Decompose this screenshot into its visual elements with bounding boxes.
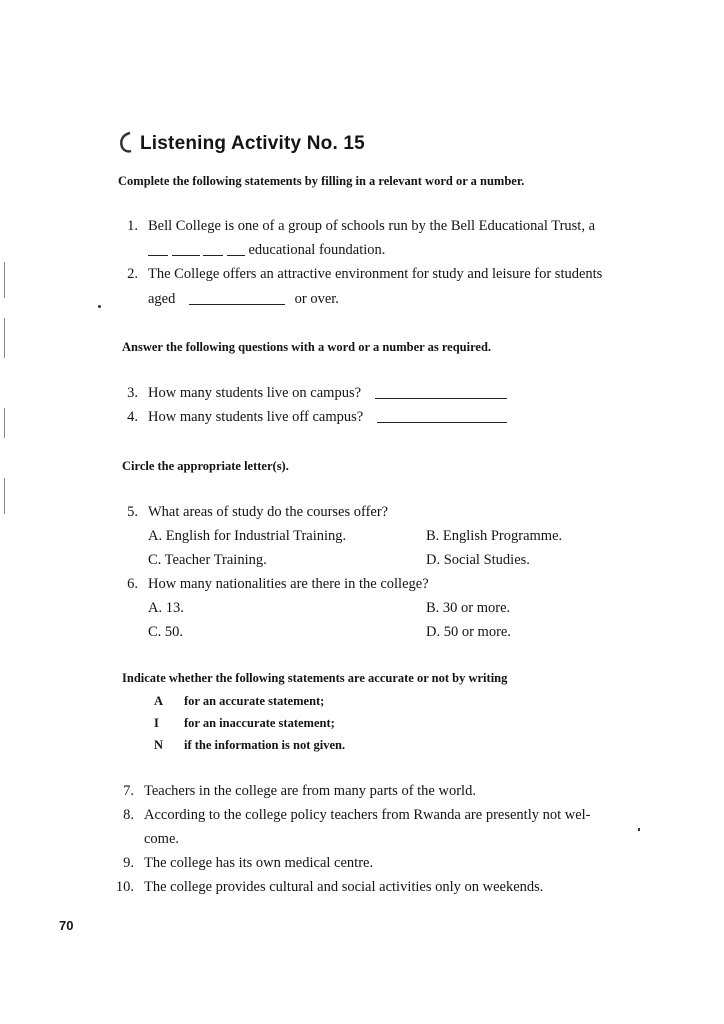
question-text: or over. bbox=[294, 291, 339, 307]
question-1-line2 bbox=[148, 242, 385, 259]
code-letter: A bbox=[154, 694, 164, 708]
statement-number: 9. bbox=[123, 855, 134, 871]
statement-text: The college has its own medical centre. bbox=[144, 855, 374, 871]
question-text: How many students live on campus? bbox=[148, 385, 362, 401]
answer-blank[interactable] bbox=[189, 303, 285, 305]
option-6c[interactable]: C. 50. bbox=[148, 624, 184, 640]
section3-instruction: Circle the appropriate letter(s). bbox=[122, 459, 289, 473]
statement-8-cont: come. bbox=[144, 831, 180, 847]
statement-text: According to the college policy teachers from Rwanda are presently not wel- bbox=[144, 807, 591, 823]
statement-text: The college provides cultural and social activities only on weekends. bbox=[144, 879, 544, 895]
question-4 bbox=[108, 409, 507, 426]
code-i bbox=[154, 716, 335, 731]
statement-7 bbox=[104, 783, 476, 800]
scan-dot bbox=[98, 305, 101, 308]
statement-number: 10. bbox=[115, 879, 134, 895]
page-number: 70 bbox=[59, 918, 74, 933]
section4-instruction: Indicate whether the following statements are accurate or not by writing bbox=[122, 671, 508, 685]
option-5b[interactable]: B. English Programme. bbox=[426, 528, 563, 544]
option-5a[interactable]: A. English for Industrial Training. bbox=[148, 528, 347, 544]
section1-instruction: Complete the following statements by filling in a relevant word or a number. bbox=[118, 174, 525, 188]
option-6a[interactable]: A. 13. bbox=[148, 600, 184, 616]
answer-blank[interactable] bbox=[172, 254, 200, 256]
code-meaning: for an accurate statement; bbox=[184, 694, 325, 708]
option-6b[interactable]: B. 30 or more. bbox=[426, 600, 511, 616]
statement-number: 8. bbox=[123, 807, 134, 823]
question-number: 3. bbox=[127, 385, 138, 401]
question-text: Bell College is one of a group of schools run by the Bell Educational Trust, a bbox=[148, 218, 596, 234]
answer-blank[interactable] bbox=[377, 421, 507, 423]
code-a bbox=[154, 694, 324, 709]
section2-instruction: Answer the following questions with a word or a number as required. bbox=[122, 340, 492, 354]
question-text: educational foundation. bbox=[248, 242, 386, 258]
scan-mark bbox=[4, 318, 5, 358]
question-3 bbox=[108, 385, 507, 402]
answer-blank[interactable] bbox=[375, 397, 507, 399]
question-number: 6. bbox=[127, 576, 138, 592]
scan-mark bbox=[4, 478, 5, 514]
question-1 bbox=[108, 218, 595, 235]
question-text: aged bbox=[148, 291, 176, 307]
code-letter: I bbox=[154, 716, 159, 730]
title-ornament-icon bbox=[118, 131, 134, 153]
statement-number: 7. bbox=[123, 783, 134, 799]
option-5c[interactable]: C. Teacher Training. bbox=[148, 552, 267, 568]
scan-mark bbox=[4, 408, 5, 438]
question-number: 2. bbox=[127, 266, 138, 282]
question-2 bbox=[108, 266, 602, 283]
question-2-line2 bbox=[148, 291, 339, 308]
question-text: The College offers an attractive environment for study and leisure for students bbox=[148, 266, 603, 282]
statement-9 bbox=[104, 855, 373, 872]
option-5d[interactable]: D. Social Studies. bbox=[426, 552, 530, 568]
scan-dot bbox=[638, 828, 640, 831]
option-6d[interactable]: D. 50 or more. bbox=[426, 624, 511, 640]
answer-blank[interactable] bbox=[203, 254, 223, 256]
question-number: 5. bbox=[127, 504, 138, 520]
question-number: 1. bbox=[127, 218, 138, 234]
question-text: What areas of study do the courses offer? bbox=[148, 504, 389, 520]
question-5 bbox=[108, 504, 388, 521]
title-text: Listening Activity No. 15 bbox=[140, 133, 365, 154]
code-meaning: if the information is not given. bbox=[184, 738, 346, 752]
code-letter: N bbox=[154, 738, 164, 752]
statement-text: Teachers in the college are from many parts of the world. bbox=[144, 783, 476, 799]
statement-8 bbox=[104, 807, 591, 824]
answer-blank[interactable] bbox=[227, 254, 245, 256]
question-text: How many nationalities are there in the college? bbox=[148, 576, 429, 592]
scan-mark bbox=[4, 262, 5, 298]
statement-10 bbox=[104, 879, 543, 896]
question-text: How many students live off campus? bbox=[148, 409, 364, 425]
code-n bbox=[154, 738, 345, 753]
page-title bbox=[118, 131, 365, 155]
question-6 bbox=[108, 576, 429, 593]
answer-blank[interactable] bbox=[148, 254, 168, 256]
code-meaning: for an inaccurate statement; bbox=[184, 716, 335, 730]
question-number: 4. bbox=[127, 409, 138, 425]
